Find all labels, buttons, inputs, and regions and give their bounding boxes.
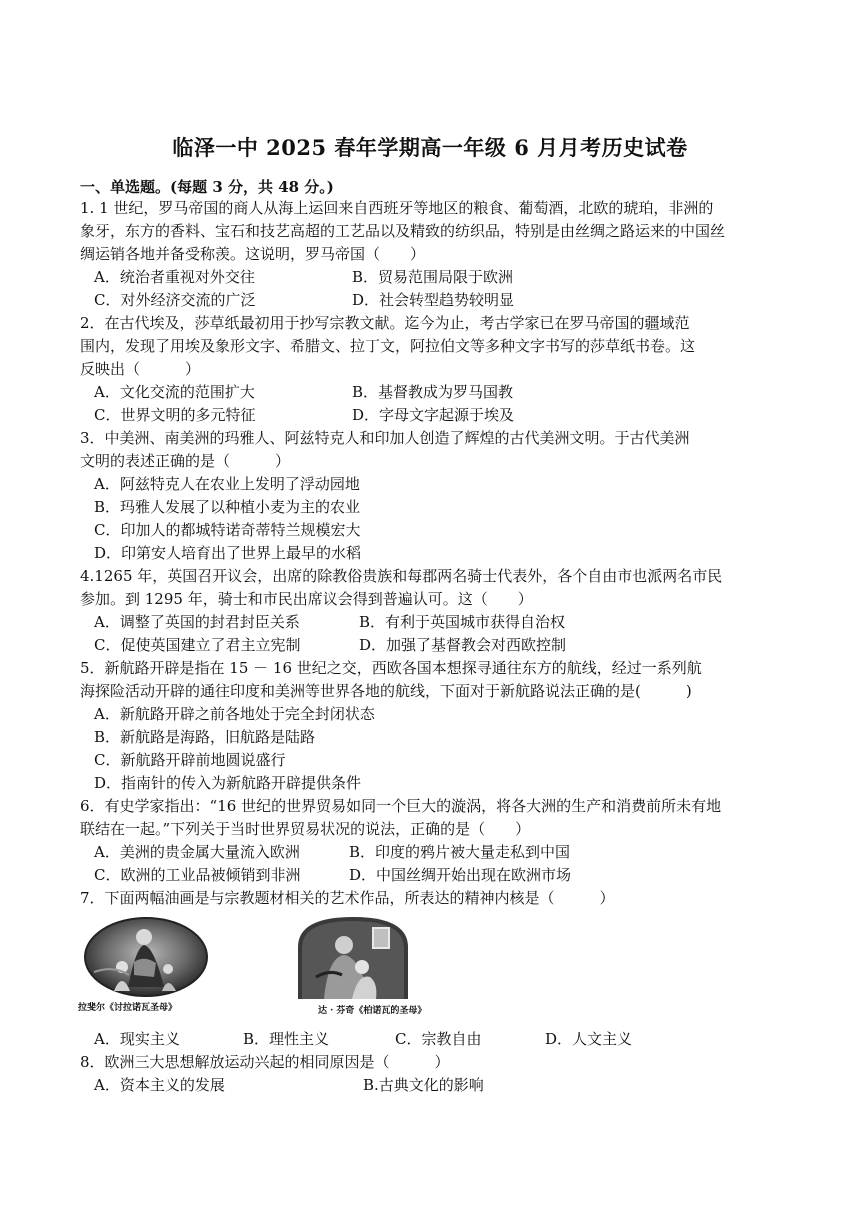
- q5-stem-line: 5．新航路开辟是指在 15 － 16 世纪之交，西欧各国本想探寻通往东方的航线，经过一系列航: [80, 659, 702, 677]
- q7-option-d: D．人文主义: [545, 1030, 633, 1048]
- q4-option-b: B．有利于英国城市获得自治权: [359, 613, 566, 631]
- q7-stem-line: 7．下面两幅油画是与宗教题材相关的艺术作品，所表达的精神内核是（ ）: [80, 889, 615, 907]
- painting-davinci-madonna: [298, 917, 408, 999]
- painting-davinci-image: [298, 917, 408, 999]
- q8-stem-line: 8．欧洲三大思想解放运动兴起的相同原因是（ ）: [80, 1053, 450, 1071]
- painting-raphael-caption: 拉斐尔《讨拉诺瓦圣母》: [78, 1003, 178, 1013]
- q2-option-d: D．字母文字起源于埃及: [352, 406, 515, 424]
- q2-stem-line: 反映出（ ）: [80, 360, 201, 378]
- q6-stem-line: 联结在一起。”下列关于当时世界贸易状况的说法，正确的是（ ）: [80, 820, 531, 838]
- painting-raphael-madonna: [84, 917, 208, 997]
- q5-option-d: D．指南针的传入为新航路开辟提供条件: [94, 774, 362, 792]
- q2-stem-line: 围内，发现了用埃及象形文字、希腊文、拉丁文，阿拉伯文等多种文字书写的莎草纸书卷。这: [80, 337, 696, 355]
- q6-stem-line: 6．有史学家指出：“16 世纪的世界贸易如同一个巨大的漩涡，将各大洲的生产和消费前所未有地: [80, 797, 722, 815]
- q3-option-a: A．阿兹特克人在农业上发明了浮动园地: [94, 475, 360, 493]
- q3-stem-line: 文明的表述正确的是（ ）: [80, 452, 291, 470]
- q1-stem-line: 绸运销各地并备受称羡。这说明，罗马帝国（ ）: [80, 245, 426, 263]
- q7-option-c: C．宗教自由: [395, 1030, 482, 1048]
- q6-option-d: D．中国丝绸开始出现在欧洲市场: [349, 866, 572, 884]
- q2-option-a: A．文化交流的范围扩大: [94, 383, 255, 401]
- q7-option-b: B．理性主义: [243, 1030, 330, 1048]
- q1-option-b: B．贸易范围局限于欧洲: [352, 268, 514, 286]
- q4-option-d: D．加强了基督教会对西欧控制: [359, 636, 567, 654]
- q7-option-a: A．现实主义: [94, 1030, 180, 1048]
- q2-option-c: C．世界文明的多元特征: [94, 406, 256, 424]
- q3-option-d: D．印第安人培育出了世界上最早的水稻: [94, 544, 362, 562]
- q4-option-c: C．促使英国建立了君主立宪制: [94, 636, 301, 654]
- q1-stem-line: 象牙，东方的香料、宝石和技艺高超的工艺品以及精致的纺织品，特别是由丝绸之路运来的中国丝: [80, 222, 726, 240]
- q3-stem-line: 3．中美洲、南美洲的玛雅人、阿兹特克人和印加人创造了辉煌的古代美洲文明。于古代美洲: [80, 429, 690, 447]
- q1-option-d: D．社会转型趋势较明显: [352, 291, 515, 309]
- q8-option-a: A．资本主义的发展: [94, 1076, 225, 1094]
- painting-davinci-caption: 达 · 芬奇《柏诺瓦的圣母》: [318, 1006, 427, 1016]
- q3-option-b: B．玛雅人发展了以种植小麦为主的农业: [94, 498, 361, 516]
- q4-option-a: A．调整了英国的封君封臣关系: [94, 613, 300, 631]
- q1-option-a: A．统治者重视对外交往: [94, 268, 255, 286]
- q2-stem-line: 2．在古代埃及，莎草纸最初用于抄写宗教文献。迄今为止，考古学家已在罗马帝国的疆域范: [80, 314, 690, 332]
- q8-option-b: B.古典文化的影响: [363, 1076, 484, 1094]
- q4-stem-line: 4.1265 年，英国召开议会，出席的除教俗贵族和每郡两名骑士代表外，各个自由市也派两名市民: [80, 567, 723, 585]
- q5-option-b: B．新航路是海路，旧航路是陆路: [94, 728, 316, 746]
- q5-option-c: C．新航路开辟前地圆说盛行: [94, 751, 286, 769]
- q3-option-c: C．印加人的都城特诺奇蒂特兰规模宏大: [94, 521, 361, 539]
- q6-option-a: A．美洲的贵金属大量流入欧洲: [94, 843, 300, 861]
- q6-option-c: C．欧洲的工业品被倾销到非洲: [94, 866, 301, 884]
- painting-raphael-image: [84, 917, 208, 997]
- q5-option-a: A．新航路开辟之前各地处于完全封闭状态: [94, 705, 375, 723]
- q2-option-b: B．基督教成为罗马国教: [352, 383, 514, 401]
- q1-option-c: C．对外经济交流的广泛: [94, 291, 256, 309]
- section-heading: 一、单选题。(每题 3 分，共 48 分。): [80, 178, 334, 196]
- q4-stem-line: 参加。到 1295 年，骑士和市民出席议会得到普遍认可。这（ ）: [80, 590, 533, 608]
- q5-stem-line: 海探险活动开辟的通往印度和美洲等世界各地的航线，下面对于新航路说法正确的是( ): [80, 682, 692, 700]
- q1-stem-line: 1. 1 世纪，罗马帝国的商人从海上运回来自西班牙等地区的粮食、葡萄酒，北欧的琥珀，非洲的: [80, 199, 714, 217]
- exam-title: 临泽一中 2025 春年学期高一年级 6 月月考历史试卷: [172, 135, 688, 160]
- q6-option-b: B．印度的鸦片被大量走私到中国: [349, 843, 571, 861]
